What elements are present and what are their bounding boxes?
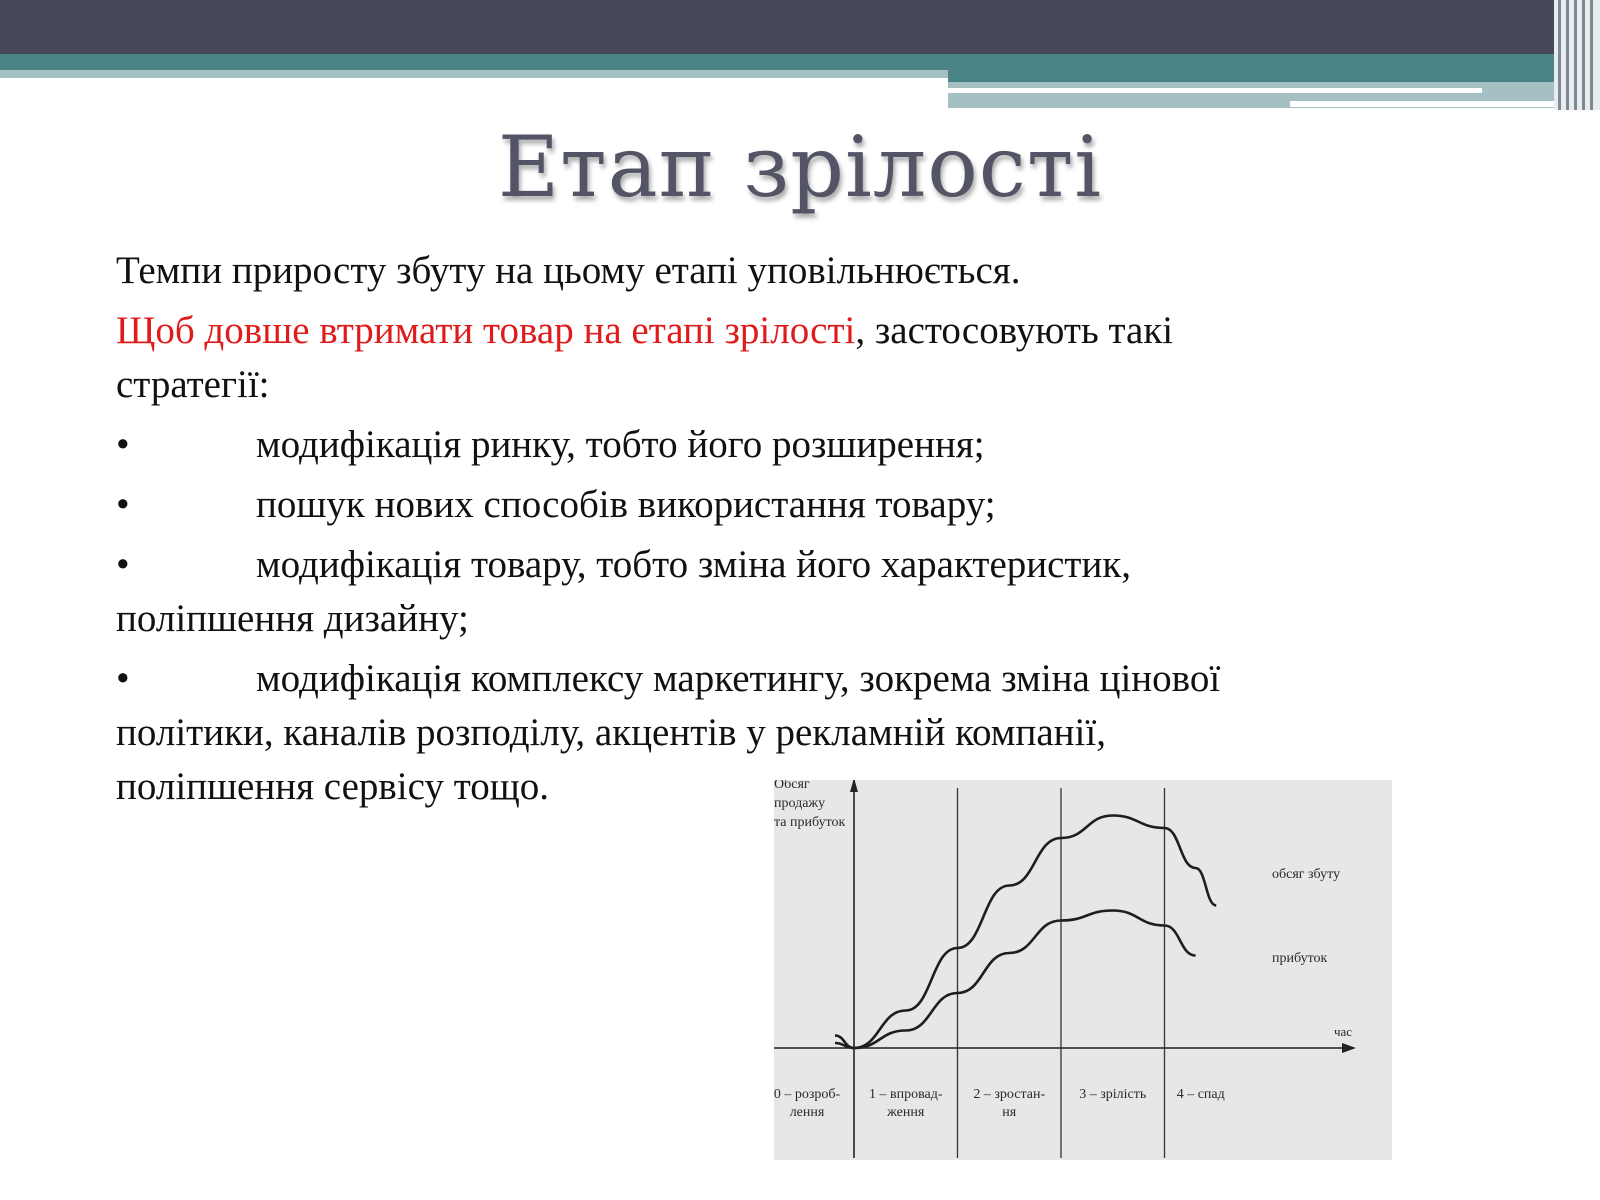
- x-axis-label: час: [1334, 1024, 1353, 1039]
- header-vertical-stripes: [1554, 0, 1600, 110]
- header-band-dark: [0, 0, 1560, 54]
- strategy-item: [116, 538, 1506, 592]
- slide-title: Етап зрілості: [497, 118, 1103, 216]
- strategy-item-continuation: поліпшення дизайну;: [116, 597, 469, 640]
- intro-line: Темпи приросту збуту на цьому етапі уповільнюється.: [116, 249, 1021, 292]
- strategy-item: [116, 478, 1506, 532]
- stage-label: 4 – спад: [1176, 1087, 1225, 1102]
- strategy-list: [116, 418, 1506, 814]
- profit-curve: [835, 911, 1196, 1049]
- stage-label: 3 – зрілість: [1079, 1087, 1147, 1102]
- lifecycle-chart: [774, 780, 1392, 1160]
- strategy-item-continuation: політики, каналів розподілу, акцентів у рекламній компанії,: [116, 711, 1106, 754]
- bullet-marker: •: [116, 543, 130, 586]
- highlight-text: Щоб довше втримати товар на етапі зрілості: [116, 309, 856, 352]
- stage-label: 0 – розроб-: [774, 1087, 841, 1102]
- strategy-item-text: модифікація комплексу маркетингу, зокрема зміна цінової: [256, 657, 1221, 700]
- stage-label: ження: [887, 1105, 925, 1120]
- series-label: обсяг збуту: [1272, 867, 1341, 882]
- strategy-intro-rest: , застосовують такі: [855, 309, 1174, 352]
- header-band-teal-right: [948, 70, 1560, 82]
- stage-label: 2 – зростан-: [973, 1087, 1046, 1102]
- strategy-item-text: модифікація ринку, тобто його розширення;: [256, 423, 985, 466]
- strategy-item: [116, 418, 1506, 472]
- y-axis-arrow: [850, 780, 858, 792]
- strategy-item: [116, 652, 1506, 706]
- stage-label: лення: [789, 1105, 825, 1120]
- strategy-item-text: пошук нових способів використання товару;: [256, 483, 996, 526]
- sales-curve: [835, 816, 1216, 1049]
- strategy-item-continuation: поліпшення сервісу тощо.: [116, 765, 549, 808]
- header-band-white-line-2: [1290, 101, 1560, 107]
- bullet-marker: •: [116, 657, 130, 700]
- bullet-marker: •: [116, 483, 130, 526]
- series-label: прибуток: [1272, 951, 1328, 966]
- stage-label: ня: [1002, 1105, 1017, 1120]
- strategy-intro: [116, 304, 1506, 412]
- y-axis-label: продажу: [774, 796, 826, 811]
- header-band-teal: [0, 54, 1560, 70]
- stage-label: 1 – впровад-: [868, 1087, 943, 1102]
- strategy-item-text: модифікація товару, тобто зміна його характеристик,: [256, 543, 1132, 586]
- x-axis-arrow: [1342, 1043, 1356, 1053]
- y-axis-label: Обсяг: [774, 780, 810, 792]
- y-axis-label: та прибуток: [774, 815, 846, 830]
- bullet-marker: •: [116, 423, 130, 466]
- lifecycle-chart-svg: [774, 780, 1392, 1160]
- strategy-intro-cont: стратегії:: [116, 363, 270, 406]
- header-band-light: [0, 70, 948, 78]
- slide-content: [116, 244, 1506, 820]
- header-band-white-line: [948, 88, 1482, 93]
